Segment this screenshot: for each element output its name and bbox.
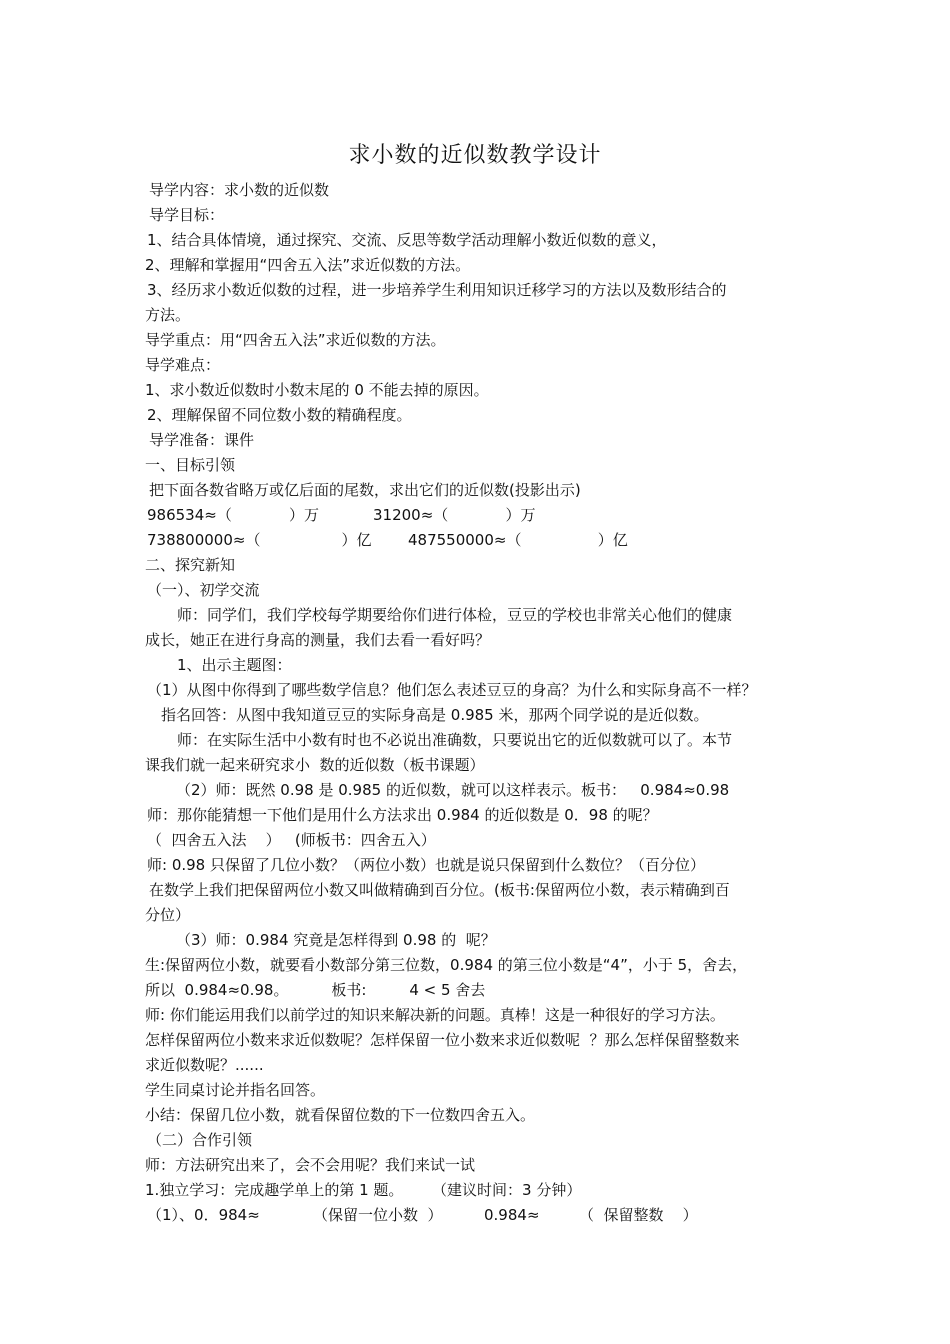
paragraph-line: 分位）	[145, 906, 191, 924]
paragraph-line: 师：同学们，我们学校每学期要给你们进行体检，豆豆的学校也非常关心他们的健康	[177, 606, 733, 624]
paragraph-line: 成长，她正在进行身高的测量，我们去看一看好吗？	[145, 631, 491, 649]
exercise-line-part-2: （保留一位小数 ）	[313, 1206, 443, 1224]
paragraph-line: 师：那你能猜想一下他们是用什么方法求出 0.984 的近似数是 0．98 的呢？	[147, 806, 658, 824]
line-difficulty-1: 1、求小数近似数时小数末尾的 0 不能去掉的原因。	[145, 381, 489, 399]
subsection-heading-1: （一）、初学交流	[147, 581, 260, 599]
paragraph-line: 课我们就一起来研究求小 数的近似数（板书课题）	[145, 756, 485, 774]
section-heading-1: 一、目标引领	[145, 456, 236, 474]
line-goals-heading: 导学目标：	[149, 206, 225, 224]
paragraph-line: 所以 0.984≈0.98。 板书: 4 < 5 舍去	[145, 981, 486, 999]
exercise-line-part-4: （ 保留整数 ）	[579, 1206, 698, 1224]
line-goal-2: 2、理解和掌握用“四舍五入法”求近似数的方法。	[145, 256, 471, 274]
paragraph-line: 小结：保留几位小数，就看保留位数的下一位数四舍五入。	[145, 1106, 536, 1124]
document-title: 求小数的近似数教学设计	[348, 143, 602, 168]
paragraph-line: （1）从图中你得到了哪些数学信息？他们怎么表述豆豆的身高？为什么和实际身高不一样？	[147, 681, 757, 699]
subsection-heading-2: （二）合作引领	[147, 1131, 253, 1149]
line-goal-1: 1、结合具体情境，通过探究、交流、反思等数学活动理解小数近似数的意义，	[147, 231, 667, 249]
exercise-line-part-3: 0.984≈	[484, 1206, 540, 1224]
paragraph-line: 1、出示主题图：	[177, 656, 292, 674]
paragraph-line: 师：方法研究出来了，会不会用呢？我们来试一试	[145, 1156, 476, 1174]
paragraph-line: 师: 你们能运用我们以前学过的知识来解决新的问题。真棒！这是一种很好的学习方法。	[145, 1006, 725, 1024]
line-goal-3-cont: 方法。	[145, 306, 191, 324]
paragraph-line: 指名回答：从图中我知道豆豆的实际身高是 0.985 米，那两个同学说的是近似数。	[161, 706, 709, 724]
paragraph-line: （3）师：0.984 究竟是怎样得到 0.98 的 呢？	[176, 931, 496, 949]
paragraph-line: （ 四舍五入法 ） (师板书：四舍五入）	[147, 831, 436, 849]
paragraph-line: 生:保留两位小数，就要看小数部分第三位数，0.984 的第三位小数是“4”，小于 5，舍去，	[145, 956, 748, 974]
paragraph-line: 学生同桌讨论并指名回答。	[145, 1081, 326, 1099]
line-preparation: 导学准备：课件	[149, 431, 255, 449]
paragraph-line: 求近似数呢？......	[145, 1056, 264, 1074]
exercise-item-1: 986534≈（ ）万	[147, 506, 320, 524]
exercise-item-2: 31200≈（ ）万	[373, 506, 536, 524]
exercise-item-4: 487550000≈（ ）亿	[408, 531, 628, 549]
section-heading-2: 二、探究新知	[145, 556, 236, 574]
line-difficulty-2: 2、理解保留不同位数小数的精确程度。	[147, 406, 412, 424]
exercise-line-part-1: （1）、0．984≈	[147, 1206, 260, 1224]
paragraph-line: （2）师：既然 0.98 是 0.985 的近似数，就可以这样表示。板书： 0.984≈0.98	[176, 781, 730, 799]
line-key-point: 导学重点：用“四舍五入法”求近似数的方法。	[145, 331, 446, 349]
paragraph-line: 师：在实际生活中小数有时也不必说出准确数，只要说出它的近似数就可以了。本节	[177, 731, 733, 749]
paragraph-line: 师: 0.98 只保留了几位小数？（两位小数）也就是说只保留到什么数位？（百分位）	[147, 856, 705, 874]
line-exercise-intro: 把下面各数省略万或亿后面的尾数，求出它们的近似数(投影出示)	[149, 481, 581, 499]
paragraph-line: 怎样保留两位小数来求近似数呢？怎样保留一位小数来求近似数呢 ？那么怎样保留整数来	[145, 1031, 740, 1049]
line-goal-3: 3、经历求小数近似数的过程，进一步培养学生利用知识迁移学习的方法以及数形结合的	[147, 281, 727, 299]
exercise-item-3: 738800000≈（ ）亿	[147, 531, 372, 549]
paragraph-line: 在数学上我们把保留两位小数又叫做精确到百分位。(板书:保留两位小数，表示精确到百	[149, 881, 730, 899]
line-content: 导学内容：求小数的近似数	[149, 181, 330, 199]
paragraph-line: 1.独立学习：完成趣学单上的第 1 题。 （建议时间：3 分钟）	[145, 1181, 582, 1199]
line-difficulty-heading: 导学难点：	[145, 356, 221, 374]
